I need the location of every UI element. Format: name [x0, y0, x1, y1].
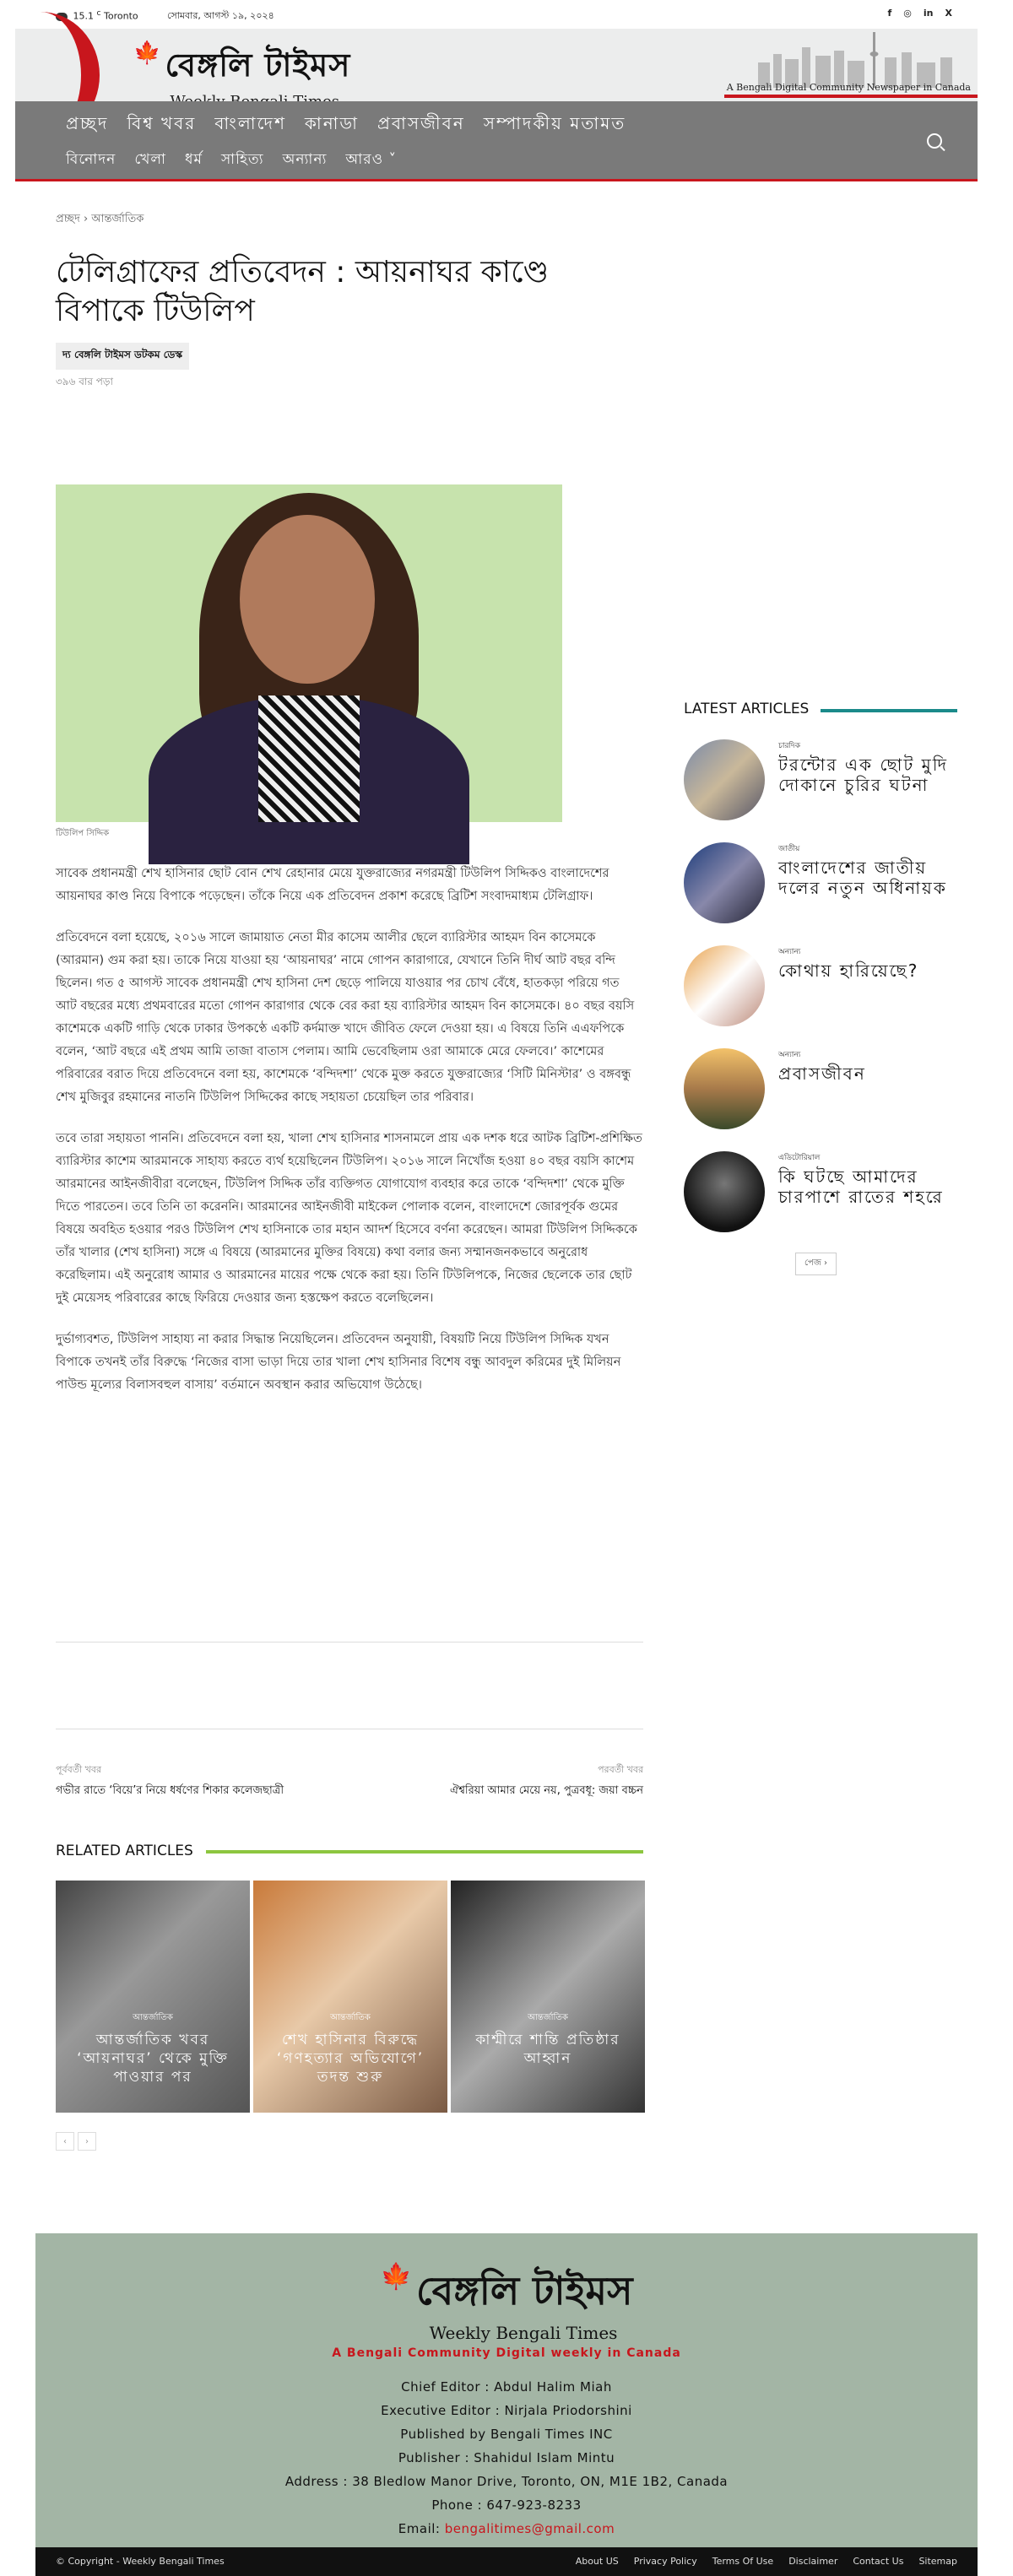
footer-info: [35, 2375, 978, 2541]
address: Address : 38 Bledlow Manor Drive, Toronto, ON, M1E 1B2, Canada: [284, 2474, 729, 2489]
related-card-category: আন্তর্জাতিক: [330, 2013, 371, 2022]
publisher: Publisher : Shahidul Islam Mintu: [398, 2450, 615, 2465]
related-card-category: আন্তর্জাতিক: [133, 2013, 173, 2022]
logo-bengali: বেঙ্গলি টাইমস: [165, 46, 351, 84]
temperature-unit: c: [96, 8, 101, 18]
site-logo[interactable]: [133, 41, 350, 111]
weather-city: Toronto: [104, 10, 138, 22]
latest-article-title: কোথায় হারিয়েছে?: [778, 961, 919, 981]
footer-link-about[interactable]: About US: [575, 2556, 619, 2567]
executive-editor: Executive Editor : Nirjala Priodorshini: [381, 2403, 632, 2418]
published-by: Published by Bengali Times INC: [400, 2427, 613, 2442]
related-card[interactable]: [253, 1881, 447, 2113]
nav-item-others[interactable]: অন্যান্য: [282, 151, 328, 168]
breadcrumb[interactable]: প্রচ্ছদ › আন্তর্জাতিক: [56, 213, 144, 225]
social-links: [888, 8, 953, 19]
latest-article-category: এডিটোরিয়াল: [778, 1154, 821, 1162]
paragraph: তবে তারা সহায়তা পাননি। প্রতিবেদনে বলা হয়, খালা শেখ হাসিনার শাসনামলে প্রায় এক দশক ধরে আটক ব্রিটিশ-প্রশিক্ষিত ব্যারিস্টার কাশেম আরমানকে সাহায্য করতে ব্যর্থ হয়েছিলেন টিউলিপ। ২০১৬ সালে নিখোঁজ হওয়া ৪০ বছর বয়সি কাশেম আরমানের আইনজীবীরা বলেছেন, টিউলিপ সিদ্দিক তাঁর ব্যক্তিগত যোগাযোগ ব্যবহার করে তাকে ‘বন্দিদশা’ থেকে মুক্তি দিতে পারতেন। তবে তিনি তা করেননি। আরমানের আইনজীবী মাইকেল পোলাক বলেন, বাংলাদেশে জোরপূর্বক গুমের বিষয়ে অবহিত হওয়ার পরও টিউলিপ শেখ হাসিনাকে তার মহান আদর্শ হিসেবে বর্ণনা করেছেন। আমরা টিউলিপ সিদ্দিককে তাঁর খালার (শেখ হাসিনা) সঙ্গে এ বিষয়ে (আরমানের মুক্তির বিষয়ে) কথা বলার জন্য সম্মানজনকভাবে অনুরোধ করেছিলাম। এই অনুরোধ আমার ও আরমানের মায়ের পক্ষে থেকে করা হয়। তিনি টিউলিপকে, নিজের ছেলেকে তার ছোট দুই মেয়েসহ পরিবারের কাছে ফিরিয়ে দেওয়ার জন্য হস্তক্ষেপ করতে বলেছিলেন।: [56, 1132, 642, 1305]
latest-article-item[interactable]: [684, 842, 971, 927]
latest-article-category: অন্যান্য: [778, 1051, 801, 1059]
prev-page-button[interactable]: ‹: [56, 2132, 74, 2151]
latest-article-category: চারদিক: [778, 742, 801, 750]
latest-accent-line: [821, 709, 957, 712]
related-pager: [56, 2132, 96, 2151]
related-card-text: [459, 2011, 637, 2068]
next-article-link[interactable]: ঐশ্বরিয়া আমার মেয়ে নয়, পুত্রবধূ: জয়া বচ্চন: [450, 1784, 643, 1797]
prev-label: পূর্ববর্তী খবর: [56, 1764, 102, 1775]
nav-item-religion[interactable]: ধর্ম: [184, 151, 203, 168]
paragraph: দুর্ভাগ্যবশত, টিউলিপ সাহায্য না করার সিদ্ধান্ত নিয়েছিলেন। প্রতিবেদন অনুযায়ী, বিষয়টি নিয়ে টিউলিপ সিদ্দিক যখন বিপাকে তখনই তাঁর বিরুদ্ধে ‘নিজের বাসা ভাড়া দিয়ে তার খালা শেখ হাসিনার বিশেষ বন্ধু আবদুল করিমের দুই মিলিয়ন পাউন্ড মূল্যের বিলাসবহুল বাসায়’ বর্তমানে অবস্থান করার অভিযোগ উঠেছে।: [56, 1333, 621, 1392]
photo-shirt: [258, 695, 360, 822]
instagram-icon[interactable]: ◎: [903, 8, 912, 19]
email-row: [35, 2517, 978, 2541]
related-heading: RELATED ARTICLES: [56, 1843, 193, 1859]
header-tagline: A Bengali Digital Community Newspaper in Canada: [726, 82, 971, 93]
latest-article-title: টরন্টোর এক ছোট মুদি দোকানে চুরির ঘটনা: [778, 755, 949, 795]
related-card[interactable]: [56, 1881, 250, 2113]
article-photo: [56, 484, 562, 822]
copyright: © Copyright - Weekly Bengali Times: [56, 2556, 225, 2567]
latest-article-category: জাতীয়: [778, 845, 800, 853]
next-label: পরবর্তী খবর: [598, 1764, 643, 1775]
search-icon[interactable]: [927, 133, 942, 149]
footer-links: [576, 2556, 957, 2567]
related-card[interactable]: [451, 1881, 645, 2113]
maple-leaf-icon: 🍁: [133, 41, 161, 66]
footer-link-contact[interactable]: Contact Us: [853, 2556, 904, 2567]
top-bar: [15, 0, 978, 29]
footer-link-privacy[interactable]: Privacy Policy: [633, 2556, 697, 2567]
next-page-button[interactable]: ›: [78, 2132, 96, 2151]
photo-caption: টিউলিপ সিদ্দিক: [56, 829, 110, 838]
main-navigation: [15, 101, 978, 179]
skyline-graphic: [724, 29, 978, 88]
current-date: সোমবার, আগস্ট ১৯, ২০২৪: [167, 10, 274, 21]
nav-item-editorial[interactable]: সম্পাদকীয় মতামত: [483, 113, 626, 133]
latest-article-thumb: [684, 1151, 765, 1232]
nav-item-expat[interactable]: প্রবাসজীবন: [376, 113, 465, 133]
related-cards: [56, 1881, 645, 2113]
related-accent-line: [206, 1850, 643, 1854]
latest-article-thumb: [684, 1048, 765, 1129]
prev-article-link[interactable]: গভীর রাতে ‘বিয়ে’র নিয়ে ধর্ষণের শিকার কলেজছাত্রী: [56, 1784, 284, 1797]
latest-article-thumb: [684, 842, 765, 923]
article-author[interactable]: দ্য বেঙ্গলি টাইমস ডটকম ডেস্ক: [56, 343, 189, 370]
nav-bottom-line: [15, 179, 978, 181]
phone: Phone : 647-923-8233: [431, 2498, 582, 2513]
nav-item-home[interactable]: প্রচ্ছদ: [66, 113, 109, 133]
view-count: ৩৯৬ বার পড়া: [56, 376, 113, 387]
nav-row-1: [66, 111, 626, 139]
latest-article-item[interactable]: [684, 1048, 971, 1133]
nav-item-bangladesh[interactable]: বাংলাদেশ: [214, 113, 286, 133]
latest-article-title: কি ঘটছে আমাদের চারপাশে রাতের শহরে: [778, 1166, 944, 1207]
latest-article-item[interactable]: [684, 945, 971, 1030]
nav-item-world[interactable]: বিশ্ব খবর: [127, 113, 197, 133]
related-card-title: আন্তর্জাতিক খবর ‘আয়নাঘর’ থেকে মুক্তি পাওয়ার পর: [77, 2032, 229, 2086]
x-twitter-icon[interactable]: X: [945, 8, 952, 19]
latest-article-item[interactable]: [684, 739, 971, 824]
related-card-title: শেখ হাসিনার বিরুদ্ধে ‘গণহত্যার অভিযোগে’ তদন্ত শুরু: [276, 2032, 425, 2086]
nav-item-sports[interactable]: খেলা: [134, 151, 166, 168]
maple-leaf-icon: 🍁: [380, 2262, 412, 2292]
chief-editor: Chief Editor : Abdul Halim Miah: [401, 2379, 612, 2395]
paragraph: সাবেক প্রধানমন্ত্রী শেখ হাসিনার ছোট বোন শেখ রেহানার মেয়ে যুক্তরাজ্যের নগরমন্ত্রী টিউলিপ সিদ্দিকও বাংলাদেশের আয়নাঘর কাণ্ড নিয়ে বিপাকে পড়েছেন। তাঁকে নিয়ে এক প্রতিবেদন প্রকাশ করেছে ব্রিটিশ সংবাদমাধ্যম টেলিগ্রাফ।: [56, 867, 609, 903]
email-link[interactable]: bengalitimes@gmail.com: [444, 2521, 615, 2536]
footer-link-terms[interactable]: Terms Of Use: [712, 2556, 774, 2567]
related-card-title: কাশ্মীরে শান্তি প্রতিষ্ঠার আহ্বান: [475, 2032, 620, 2067]
latest-article-title: প্রবাসজীবন: [778, 1063, 866, 1084]
footer-logo[interactable]: [35, 2262, 978, 2343]
more-articles-button[interactable]: পেজ ›: [795, 1253, 837, 1275]
nav-item-canada[interactable]: কানাডা: [304, 113, 359, 133]
photo-face: [240, 515, 375, 684]
bottom-bar: [35, 2547, 978, 2576]
nav-item-entertainment[interactable]: বিনোদন: [66, 151, 116, 168]
site-footer: [35, 2233, 978, 2547]
linkedin-icon[interactable]: in: [923, 8, 934, 19]
nav-item-more[interactable]: আরও ˅: [345, 151, 398, 168]
nav-row-2: [66, 149, 397, 172]
footer-link-disclaimer[interactable]: Disclaimer: [788, 2556, 838, 2567]
article-title: টেলিগ্রাফের প্রতিবেদন : আয়নাঘর কাণ্ডে বিপাকে টিউলিপ: [56, 255, 550, 328]
footer-tagline: A Bengali Community Digital weekly in Canada: [332, 2346, 681, 2360]
article-body: [56, 863, 643, 1415]
latest-articles-heading: LATEST ARTICLES: [684, 701, 810, 717]
footer-link-sitemap[interactable]: Sitemap: [918, 2556, 957, 2567]
latest-article-item[interactable]: [684, 1151, 971, 1236]
paragraph: প্রতিবেদনে বলা হয়েছে, ২০১৬ সালে জামায়াত নেতা মীর কাসেম আলীর ছেলে ব্যারিস্টার আহমদ বিন কাসেমকে (আরমান) গুম করা হয়। তাকে নিয়ে যাওয়া হয় ‘আয়নাঘর’ নামে গোপন কারাগারে, যেখানে তিনি দীর্ঘ আট বছর বন্দি ছিলেন। গত ৫ আগস্ট সাবেক প্রধানমন্ত্রী শেখ হাসিনা দেশ ছেড়ে পালিয়ে যাওয়ার পর চোখ বেঁধে, হাতকড়া পরিয়ে গত আট বছরের মধ্যে প্রথমবারের মতো গোপন কারাগার থেকে বের করা হয় ব্যারিস্টার আহমদ বিন কাসেমকে। ৪০ বছর বয়সি কাশেমকে একটি গাড়ি থেকে ঢাকার উপকণ্ঠে একটি কর্দমাক্ত খাদে জীবিত ফেলে দেওয়া হয়। এ বিষয়ে তিনি এএফপিকে বলেন, ‘আট বছরে এই প্রথম আমি তাজা বাতাস পেলাম। আমি ভেবেছিলাম ওরা আমাকে মেরে ফেলবে।’ কাশেমের পরিবারের বরাত দিয়ে প্রতিবেদনে বলা হয়, কাশেমকে ‘বন্দিদশা’ থেকে মুক্ত করতে যুক্তরাজ্যের ‘সিটি মিনিস্টার’ ও বঙ্গবন্ধু শেখ মুজিবুর রহমানের নাতনি টিউলিপ সিদ্দিকের কাছে সহায়তা চেয়েছিল তার পরিবার।: [56, 931, 635, 1104]
temperature: 15.1: [73, 10, 94, 22]
latest-article-title: বাংলাদেশের জাতীয় দলের নতুন অধিনায়ক: [778, 858, 947, 898]
latest-article-thumb: [684, 739, 765, 820]
footer-logo-english: Weekly Bengali Times: [429, 2323, 618, 2343]
email-label: Email:: [398, 2521, 445, 2536]
latest-article-category: অন্যান্য: [778, 948, 801, 956]
related-card-category: আন্তর্জাতিক: [528, 2013, 568, 2022]
nav-item-literature[interactable]: সাহিত্য: [220, 151, 264, 168]
toronto-skyline: [724, 29, 978, 101]
related-card-text: [262, 2011, 439, 2086]
header-red-line: [724, 95, 978, 98]
related-card-text: [64, 2011, 241, 2086]
site-header: [15, 29, 978, 101]
facebook-icon[interactable]: f: [887, 8, 892, 19]
footer-logo-bengali: বেঙ্গলি টাইমস: [415, 2268, 633, 2314]
latest-article-thumb: [684, 945, 765, 1026]
